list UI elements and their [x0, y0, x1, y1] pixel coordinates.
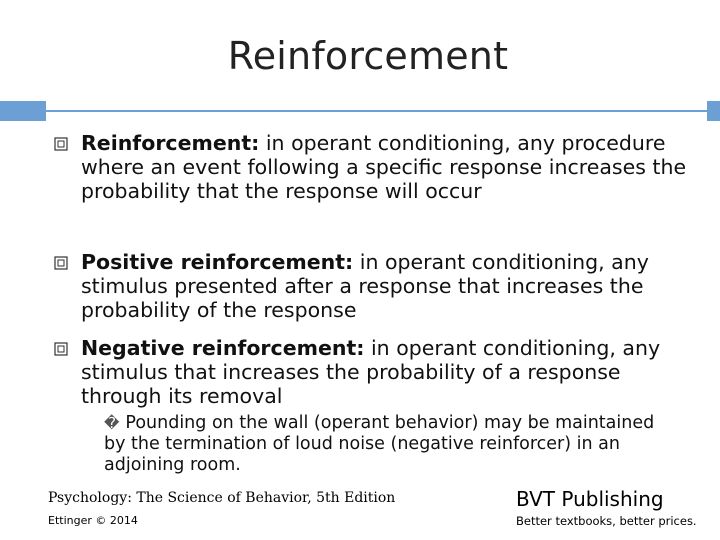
bullet-definition: in operant conditioning, any procedure where an event following a specific response increases the probability that the response will occur [81, 131, 687, 203]
bullet-definition: in operant conditioning, any stimulus that increases the probability of a response through its removal [81, 336, 661, 408]
footer-publisher: BVT Publishing [516, 487, 664, 511]
square-bullet-icon [54, 256, 68, 270]
bullet-definition: in operant conditioning, any stimulus presented after a response that increases the probability of the response [81, 250, 649, 322]
sub-bullet-marker-icon: � [104, 414, 120, 432]
bullet-term: Reinforcement: [81, 131, 260, 155]
accent-bar-left-block [0, 101, 46, 121]
bullet-negative-reinforcement [81, 336, 691, 408]
bullet-positive-reinforcement [81, 250, 691, 322]
footer-author: Ettinger © 2014 [48, 514, 138, 527]
sub-bullet-text: Pounding on the wall (operant behavior) may be maintained by the termination of loud noise (negative reinforcer) in an adjoining room. [104, 413, 655, 475]
footer-book-title: Psychology: The Science of Behavior, 5th Edition [48, 490, 396, 506]
title-accent-bar [0, 101, 720, 121]
bullet-term: Positive reinforcement: [81, 250, 354, 274]
footer-tagline: Better textbooks, better prices. [516, 514, 697, 528]
square-bullet-icon [54, 342, 68, 356]
accent-bar-line [46, 110, 720, 112]
square-bullet-icon [54, 137, 68, 151]
slide-title: Reinforcement [227, 34, 509, 78]
accent-bar-right-block [707, 101, 720, 121]
bullet-term: Negative reinforcement: [81, 336, 365, 360]
bullet-reinforcement [81, 131, 691, 203]
sub-bullet-example [104, 413, 664, 476]
